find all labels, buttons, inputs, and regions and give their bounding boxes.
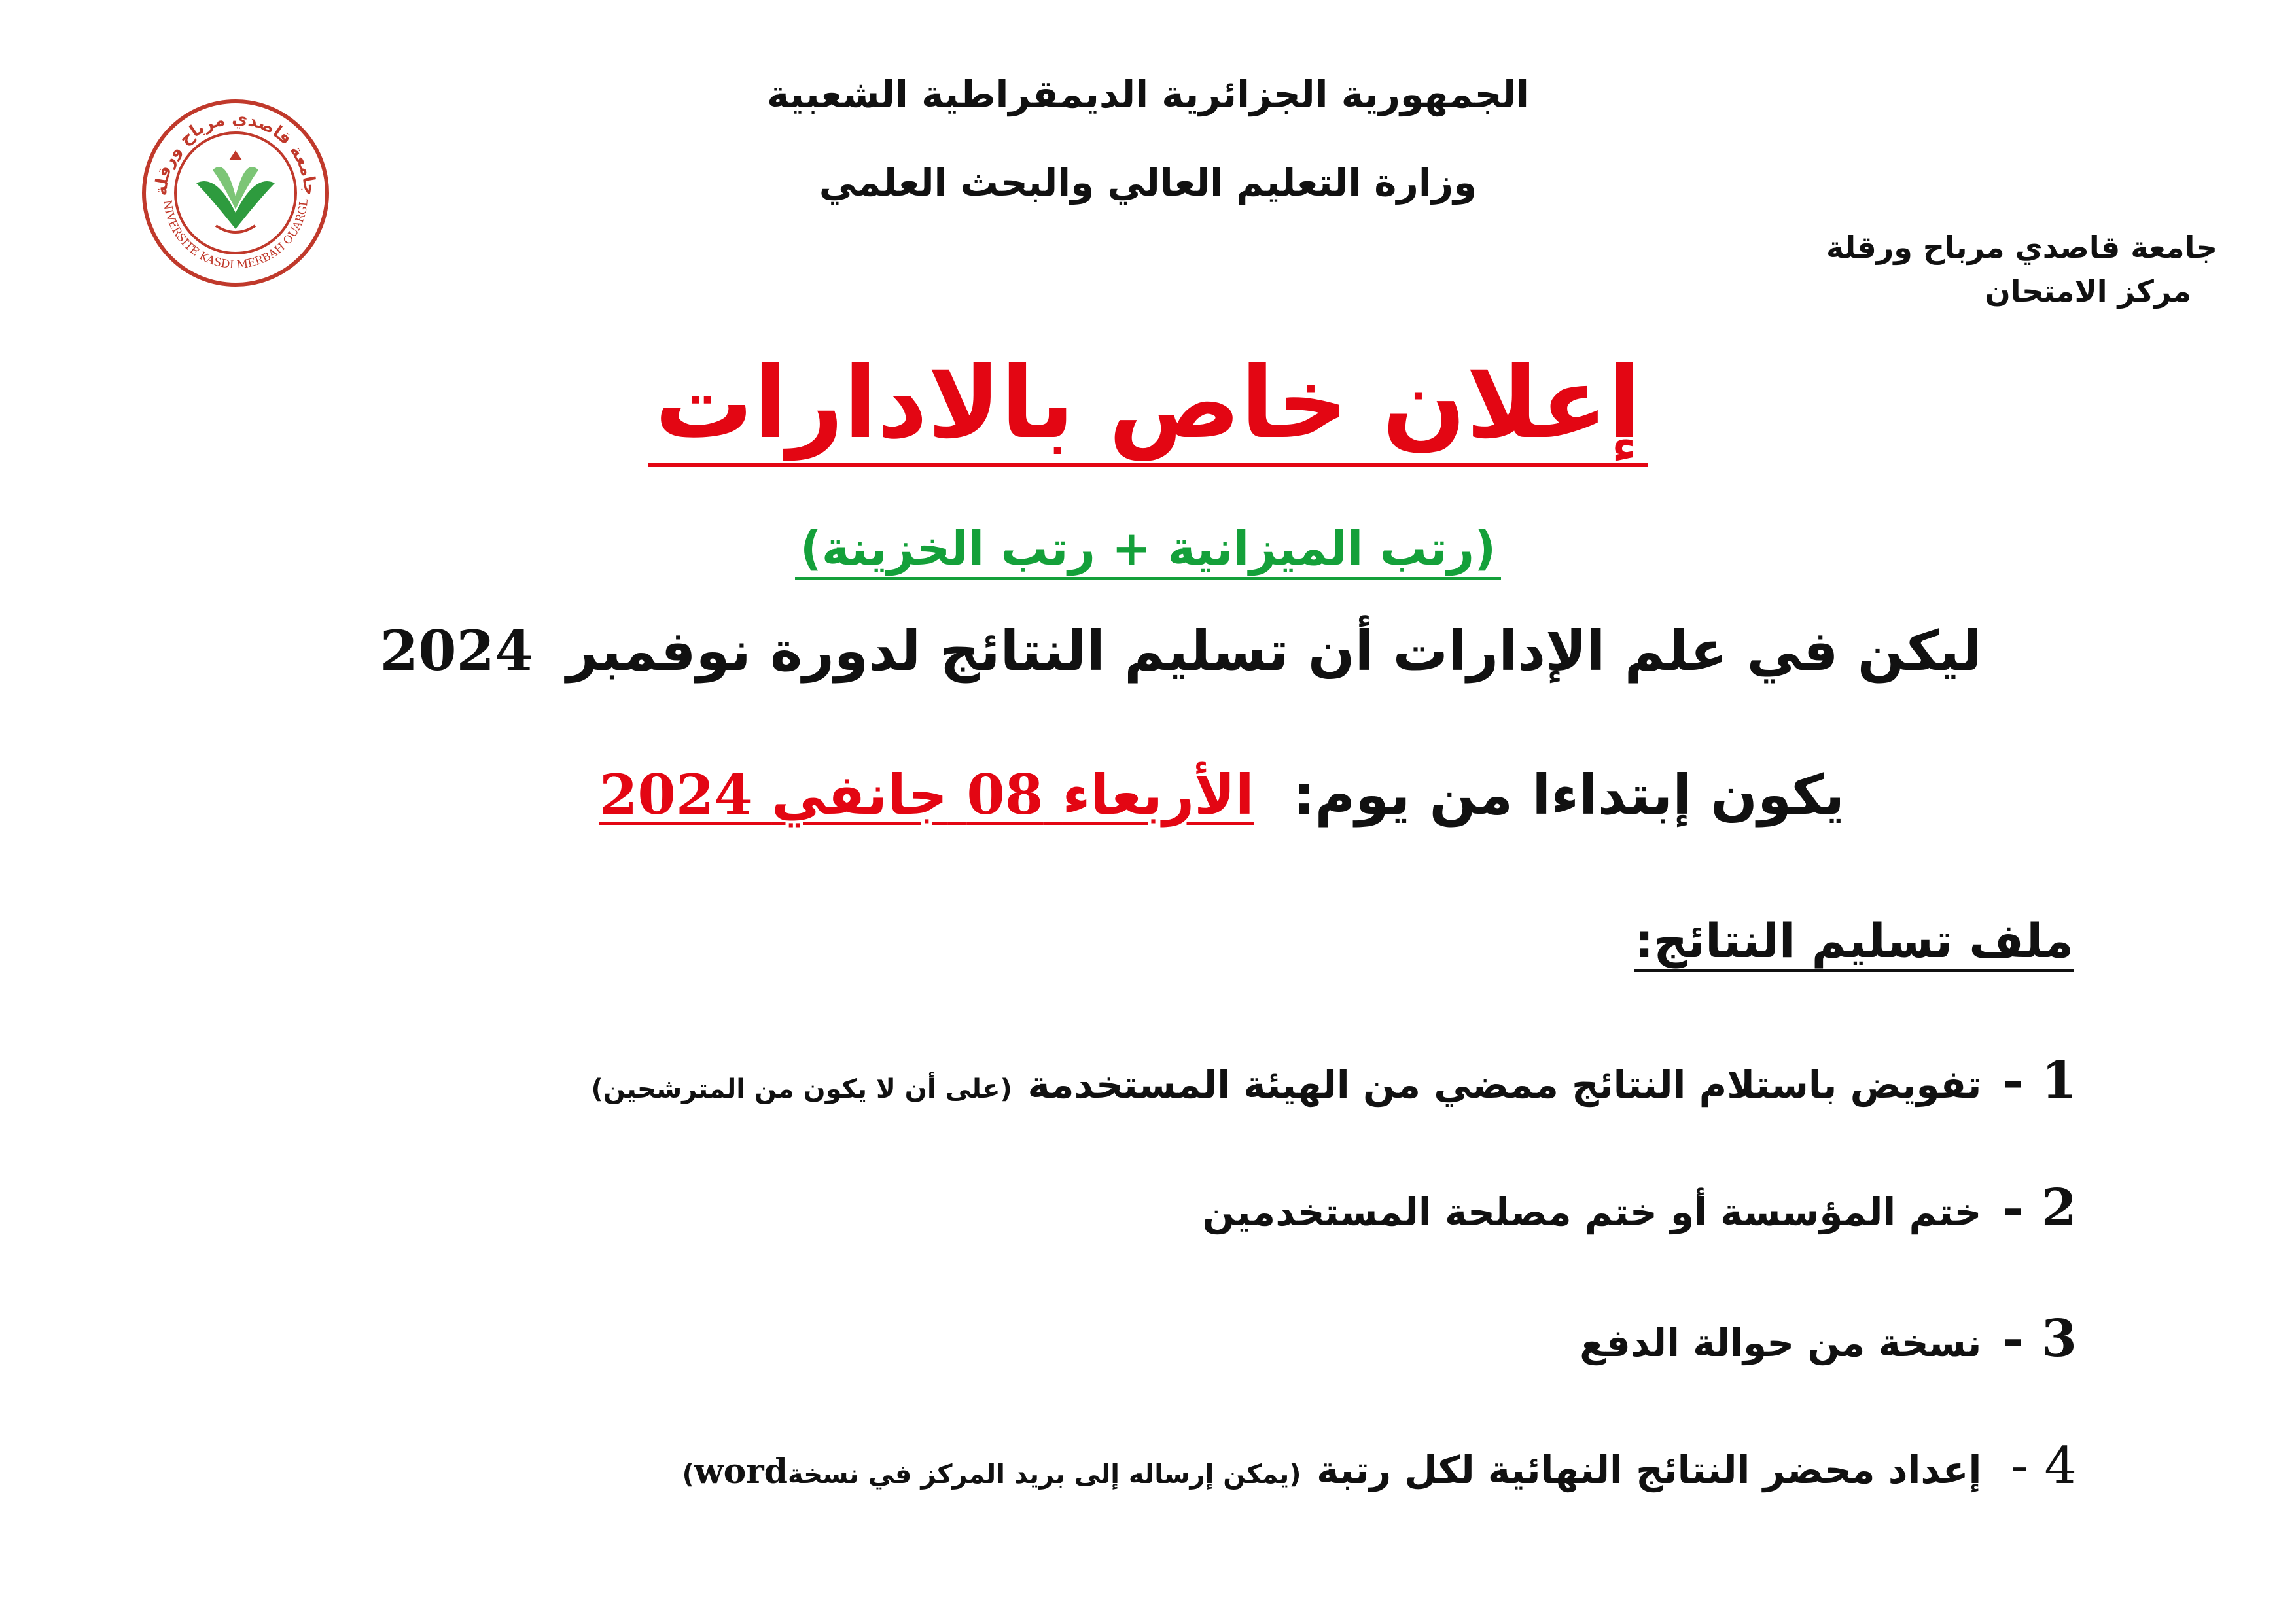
svg-text:جامعة قاصدي مرباح ورقلة: جامعة قاصدي مرباح ورقلة xyxy=(151,109,320,196)
files-heading-text: ملف تسليم النتائج: xyxy=(1634,913,2074,972)
list-item-text: تفويض باستلام النتائج ممضي من الهيئة المستخدمة xyxy=(1027,1062,1982,1107)
files-heading xyxy=(1634,913,2074,969)
list-item-number: 2 - xyxy=(2002,1178,2077,1238)
notice-line xyxy=(380,618,1982,684)
list-item-note-word: word xyxy=(694,1452,788,1492)
header-republic: الجمهورية الجزائرية الديمقراطية الشعبية xyxy=(766,72,1530,116)
university-logo-icon xyxy=(137,98,334,288)
exam-center-name: مركز الامتحان xyxy=(1985,273,2191,309)
announcement-title-text: إعلان خاص بالادارات xyxy=(648,347,1648,467)
svg-text:UNIVERSITE KASDI MERBAH OUARGL: NIVERSITE KASDI MERBAH OUARGL xyxy=(160,198,311,272)
list-item xyxy=(682,1436,2077,1497)
institution-block xyxy=(1759,226,2217,313)
start-prefix: يكون إبتداءا من يوم: xyxy=(1292,763,1845,827)
list-item xyxy=(591,1050,2077,1111)
list-item xyxy=(1202,1178,2077,1239)
start-year: 2024 xyxy=(599,762,752,827)
notice-year: 2024 xyxy=(380,618,533,683)
university-logo xyxy=(137,98,334,288)
list-item-text: ختم المؤسسة أو ختم مصلحة المستخدمين xyxy=(1202,1190,1982,1234)
list-item xyxy=(1580,1308,2077,1370)
notice-text: ليكن في علم الإدارات أن تسليم النتائج لدورة نوفمبر xyxy=(566,619,1982,683)
start-day-number: 08 xyxy=(966,762,1044,827)
start-date-line xyxy=(599,762,1845,828)
start-date xyxy=(599,763,1254,827)
list-item-text: نسخة من حوالة الدفع xyxy=(1580,1321,1982,1365)
announcement-subtitle xyxy=(0,520,2296,576)
list-item-number: 3 - xyxy=(2002,1309,2077,1369)
announcement-title xyxy=(0,347,2296,461)
list-item-text: إعداد محضر النتائج النهائية لكل رتبة xyxy=(1316,1448,1982,1492)
announcement-subtitle-text: (رتب الميزانية + رتب الخزينة) xyxy=(795,521,1501,580)
start-month: جانفي xyxy=(771,763,948,827)
university-name: جامعة قاصدي مرباح ورقلة xyxy=(1826,230,2217,265)
list-item-number: 1 - xyxy=(2002,1051,2077,1110)
list-item-note-suffix: ) xyxy=(682,1459,694,1490)
list-item-note: (على أن لا يكون من المترشحين) xyxy=(591,1074,1012,1104)
list-item-note-prefix: (يمكن إرساله إلى بريد المركز في نسخة xyxy=(788,1459,1301,1490)
list-item-note xyxy=(682,1452,1301,1492)
list-item-number: 4 - xyxy=(2011,1437,2077,1495)
start-day: الأربعاء xyxy=(1062,763,1254,827)
header-ministry: وزارة التعليم العالي والبحث العلمي xyxy=(819,160,1477,205)
